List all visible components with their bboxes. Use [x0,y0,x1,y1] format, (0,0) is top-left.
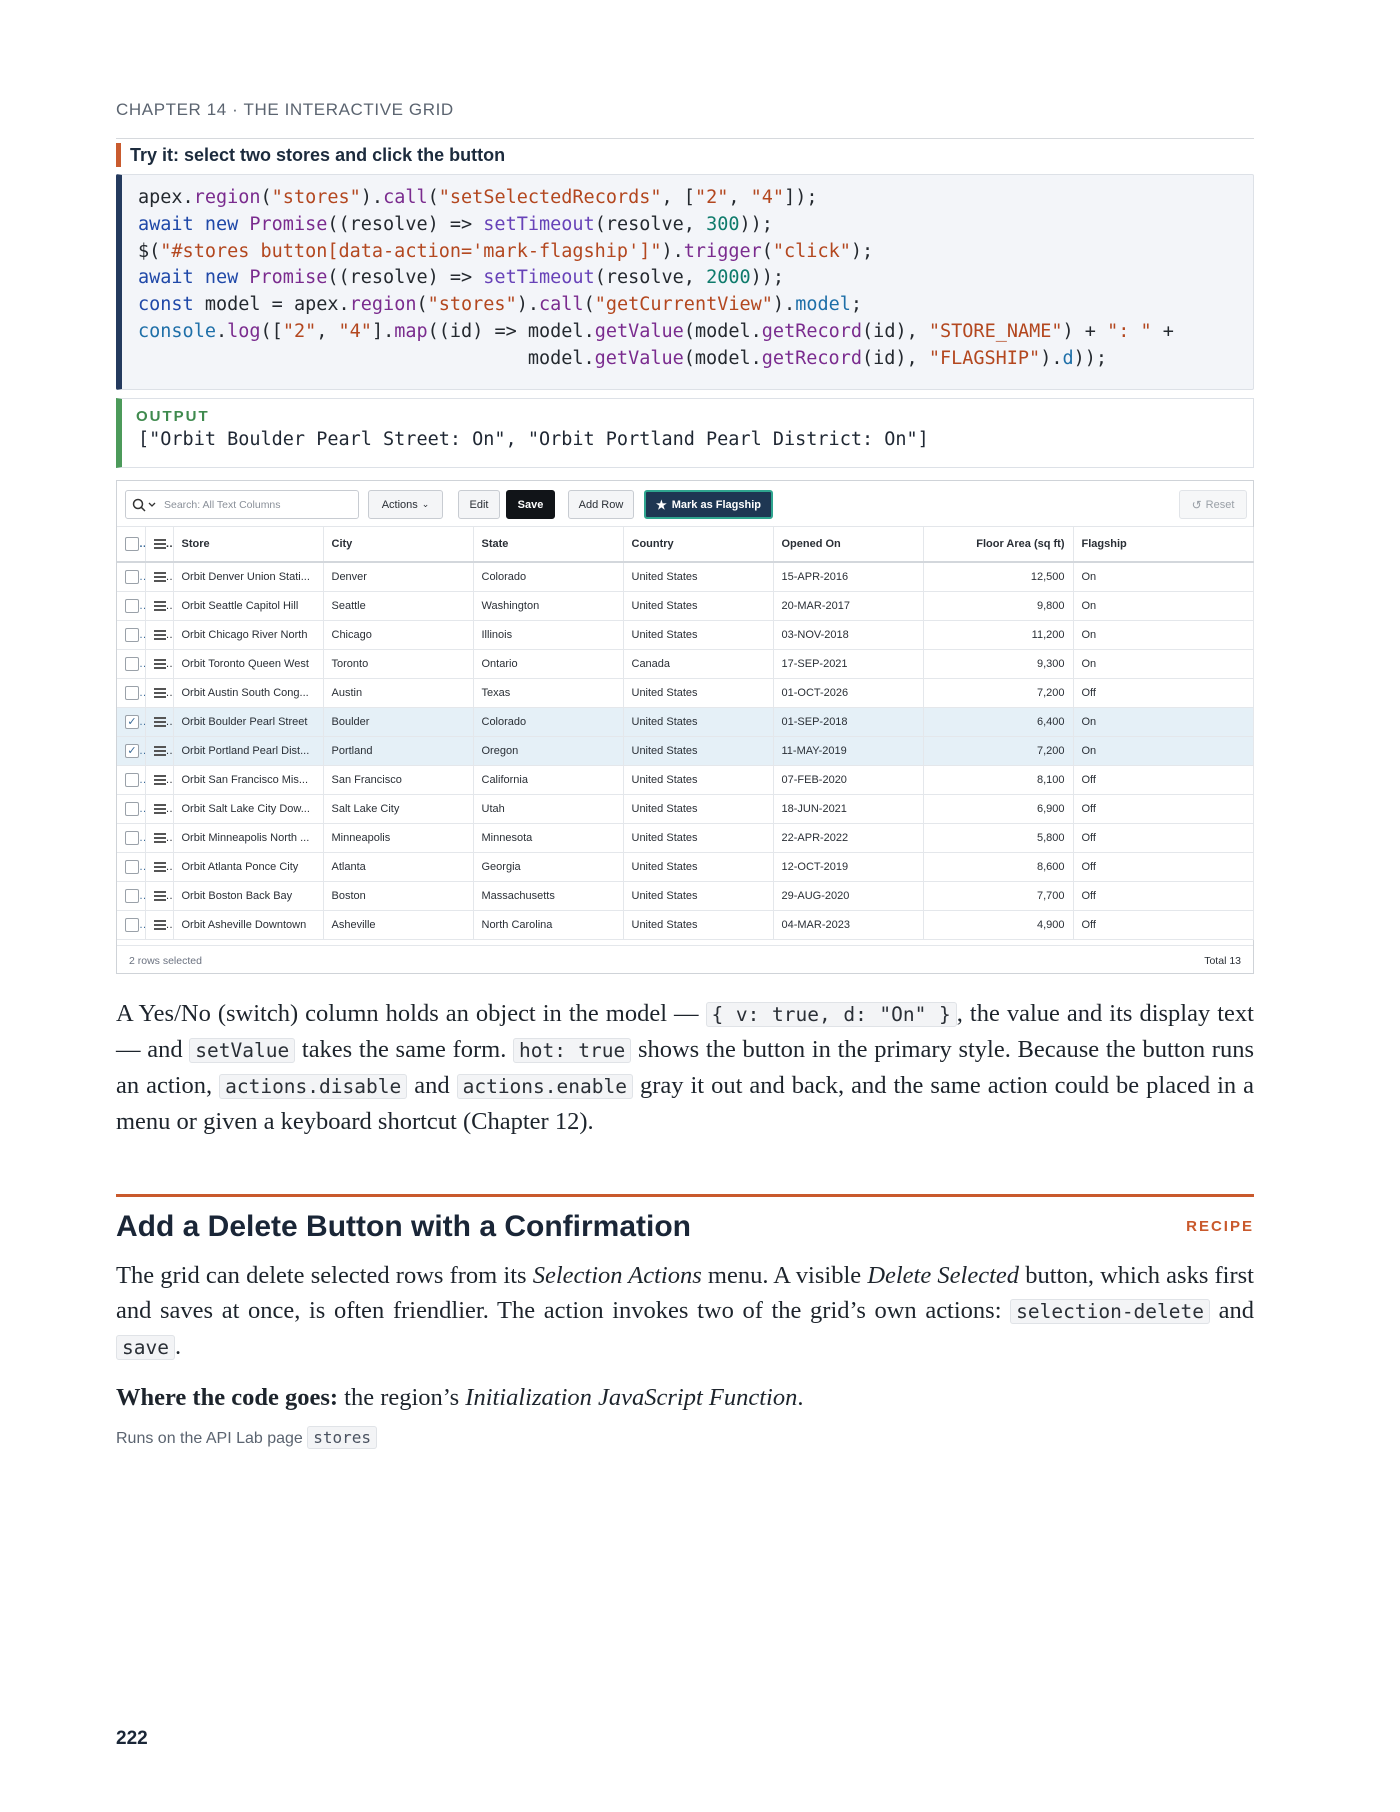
table-row[interactable] [117,707,1253,736]
cell-floor-area[interactable]: 9,300 [923,649,1073,678]
inline-code: selection-delete [1010,1299,1210,1324]
row-select-checkbox[interactable] [117,678,145,707]
table-row[interactable] [117,562,1253,591]
flag-label: Mark as Flagship [671,498,762,511]
cell-country[interactable]: United States [623,852,773,881]
cell-opened-on[interactable]: 29-AUG-2020 [773,881,923,910]
grid-body [117,562,1253,939]
cell-country[interactable]: Canada [623,649,773,678]
cell-opened-on[interactable]: 20-MAR-2017 [773,591,923,620]
cell-floor-area[interactable]: 12,500 [923,562,1073,591]
cell-flagship[interactable]: Off [1073,794,1253,823]
inline-code: actions.enable [457,1074,633,1099]
column-header-flagship[interactable]: Flagship [1073,527,1253,562]
paragraph-code-location: Where the code goes: the region’s Initialization JavaScript Function. [116,1384,804,1411]
cell-city[interactable]: Portland [323,736,473,765]
cell-state[interactable]: Georgia [473,852,623,881]
cell-city[interactable]: Minneapolis [323,823,473,852]
save-button[interactable]: Save [506,490,555,519]
cell-store[interactable]: Orbit Denver Union Stati... [173,562,323,591]
cell-floor-area[interactable]: 8,600 [923,852,1073,881]
row-select-checkbox[interactable] [117,823,145,852]
row-select-checkbox[interactable] [117,794,145,823]
actions-menu-button[interactable] [368,490,443,519]
column-header-state[interactable]: State [473,527,623,562]
table-row[interactable] [117,794,1253,823]
cell-city[interactable]: Chicago [323,620,473,649]
row-menu-icon[interactable] [145,591,173,620]
cell-opened-on[interactable]: 01-OCT-2026 [773,678,923,707]
cell-city[interactable]: Salt Lake City [323,794,473,823]
row-select-checkbox[interactable] [117,910,145,939]
cell-store[interactable]: Orbit Chicago River North [173,620,323,649]
column-header-store[interactable]: Store [173,527,323,562]
cell-country[interactable]: United States [623,823,773,852]
row-menu-icon[interactable] [145,562,173,591]
row-menu-icon[interactable] [145,649,173,678]
cell-flagship[interactable]: Off [1073,881,1253,910]
cell-store[interactable]: Orbit Boston Back Bay [173,881,323,910]
cell-opened-on[interactable]: 22-APR-2022 [773,823,923,852]
edit-button[interactable]: Edit [458,490,500,519]
cell-store[interactable]: Orbit Minneapolis North ... [173,823,323,852]
cell-flagship[interactable]: Off [1073,852,1253,881]
cell-opened-on[interactable]: 17-SEP-2021 [773,649,923,678]
cell-state[interactable]: Ontario [473,649,623,678]
cell-store[interactable]: Orbit Toronto Queen West [173,649,323,678]
row-select-checkbox[interactable]: ✓ [117,707,145,736]
inline-code: hot: true [513,1038,631,1063]
cell-store[interactable]: Orbit Atlanta Ponce City [173,852,323,881]
header-row-menu-icon [145,527,173,562]
output-label: OUTPUT [136,408,210,425]
section-divider [116,1194,1254,1197]
cell-flagship[interactable]: On [1073,591,1253,620]
cell-flagship[interactable]: On [1073,707,1253,736]
table-row[interactable] [117,765,1253,794]
runs-on-note: Runs on the API Lab page stores [116,1428,377,1448]
column-header-opened-on[interactable]: Opened On [773,527,923,562]
cell-city[interactable]: Austin [323,678,473,707]
cell-floor-area[interactable]: 6,900 [923,794,1073,823]
cell-country[interactable]: United States [623,562,773,591]
search-input[interactable] [125,490,359,519]
row-menu-icon[interactable] [145,794,173,823]
star-icon: ★ [655,497,667,512]
cell-state[interactable]: Illinois [473,620,623,649]
add-row-button[interactable]: Add Row [568,490,634,519]
row-select-checkbox[interactable] [117,881,145,910]
cell-store[interactable]: Orbit Portland Pearl Dist... [173,736,323,765]
code-text: apex.region("stores").call("setSelectedRecords", ["2", "4"]); await new Promise((resolve) => setTimeout(resolve, 300)); $("#stores button[data-action='mark-flagship']").trigger("click"); await new Promise((resolve) => setTimeout(resolve, 2000)); const model = apex.region("stores").call("getCurrentView").model; console.log(["2", "4"].map((id) => model.getValue(model.getRecord(id), "STORE_NAME") + ": " + model.getValue(model.getRecord(id), "FLAGSHIP").d)); [138,187,1174,369]
cell-opened-on[interactable]: 04-MAR-2023 [773,910,923,939]
table-row[interactable] [117,649,1253,678]
cell-state[interactable]: Colorado [473,707,623,736]
cell-store[interactable]: Orbit Salt Lake City Dow... [173,794,323,823]
cell-state[interactable]: Minnesota [473,823,623,852]
total-count: Total 13 [1204,955,1241,967]
cell-city[interactable]: Toronto [323,649,473,678]
row-menu-icon[interactable] [145,852,173,881]
row-select-checkbox[interactable] [117,620,145,649]
cell-state[interactable]: Washington [473,591,623,620]
cell-state[interactable]: Texas [473,678,623,707]
try-it-heading [116,138,1254,166]
cell-country[interactable]: United States [623,794,773,823]
cell-flagship[interactable]: Off [1073,823,1253,852]
grid-table [117,527,1254,940]
column-header-country[interactable]: Country [623,527,773,562]
cell-floor-area[interactable]: 4,900 [923,910,1073,939]
row-menu-icon[interactable] [145,823,173,852]
cell-country[interactable]: United States [623,910,773,939]
cell-opened-on[interactable]: 03-NOV-2018 [773,620,923,649]
search-icon[interactable] [132,498,158,512]
page-code: stores [307,1426,377,1449]
cell-store[interactable]: Orbit Seattle Capitol Hill [173,591,323,620]
row-select-checkbox[interactable] [117,852,145,881]
cell-country[interactable]: United States [623,591,773,620]
row-select-checkbox[interactable] [117,649,145,678]
page-number: 222 [116,1728,148,1749]
output-block [116,398,1254,468]
cell-state[interactable]: Massachusetts [473,881,623,910]
table-row[interactable] [117,736,1253,765]
inline-code: save [116,1335,175,1360]
table-row[interactable] [117,910,1253,939]
cell-floor-area[interactable]: 9,800 [923,591,1073,620]
cell-opened-on[interactable]: 15-APR-2016 [773,562,923,591]
row-select-checkbox[interactable] [117,562,145,591]
try-it-label: Try it: select two stores and click the button [130,145,506,165]
table-row[interactable] [117,881,1253,910]
cell-floor-area[interactable]: 7,700 [923,881,1073,910]
inline-code: setValue [189,1038,295,1063]
cell-opened-on[interactable]: 12-OCT-2019 [773,852,923,881]
inline-code: actions.disable [219,1074,407,1099]
search-placeholder: Search: All Text Columns [164,498,281,511]
cell-city[interactable]: San Francisco [323,765,473,794]
cell-store[interactable]: Orbit Boulder Pearl Street [173,707,323,736]
reset-button[interactable] [1179,490,1247,519]
cell-country[interactable]: United States [623,678,773,707]
cell-city[interactable]: Asheville [323,910,473,939]
cell-flagship[interactable]: Off [1073,678,1253,707]
cell-country[interactable]: United States [623,707,773,736]
row-menu-icon[interactable] [145,620,173,649]
output-value: ["Orbit Boulder Pearl Street: On", "Orbit Portland Pearl District: On"] [138,429,929,450]
table-row[interactable] [117,823,1253,852]
cell-flagship[interactable]: On [1073,736,1253,765]
mark-as-flagship-button[interactable] [644,490,773,519]
cell-store[interactable]: Orbit San Francisco Mis... [173,765,323,794]
reset-icon: ↺ [1191,497,1202,512]
cell-opened-on[interactable]: 01-SEP-2018 [773,707,923,736]
cell-store[interactable]: Orbit Austin South Cong... [173,678,323,707]
cell-state[interactable]: Utah [473,794,623,823]
cell-opened-on[interactable]: 11-MAY-2019 [773,736,923,765]
row-select-checkbox[interactable] [117,591,145,620]
table-row[interactable] [117,591,1253,620]
cell-flagship[interactable]: On [1073,562,1253,591]
cell-flagship[interactable]: On [1073,649,1253,678]
recipe-tag: RECIPE [1186,1218,1254,1235]
chevron-down-icon: ⌄ [421,499,430,509]
try-it-accent-bar [116,143,121,167]
cell-flagship[interactable]: Off [1073,910,1253,939]
row-select-checkbox[interactable] [117,765,145,794]
row-select-checkbox[interactable]: ✓ [117,736,145,765]
cell-flagship[interactable]: On [1073,620,1253,649]
inline-code: { v: true, d: "On" } [706,1002,957,1027]
cell-country[interactable]: United States [623,736,773,765]
row-menu-icon[interactable] [145,765,173,794]
recipe-title: Add a Delete Button with a Confirmation [116,1210,691,1243]
interactive-grid [116,480,1254,974]
cell-floor-area[interactable]: 7,200 [923,736,1073,765]
column-header-city[interactable]: City [323,527,473,562]
cell-floor-area[interactable]: 6,400 [923,707,1073,736]
cell-floor-area[interactable]: 8,100 [923,765,1073,794]
grid-footer [117,945,1253,973]
paragraph-switch-column: A Yes/No (switch) column holds an object in the model — { v: true, d: "On" } , the value and its display text — and setValue takes the same form. hot: true shows the button in the primary style. Because the button runs an action, actions.disable and actions.enable gray it out and back, and the same action could be placed in a menu or given a keyboard shortcut (Chapter 12). [116,1000,1254,1135]
table-row[interactable] [117,620,1253,649]
row-menu-icon[interactable] [145,736,173,765]
row-menu-icon[interactable] [145,910,173,939]
cell-floor-area[interactable]: 5,800 [923,823,1073,852]
code-block [116,174,1254,390]
grid-header-row [117,527,1253,562]
cell-city[interactable]: Boulder [323,707,473,736]
paragraph-delete-intro: The grid can delete selected rows from its Selection Actions menu. A visible Delete Selected button, which asks first and saves at once, is often friendlier. The action invokes two of the grid’s own actions: selection-delete and save . [116,1262,1255,1360]
cell-city[interactable]: Denver [323,562,473,591]
column-header-floor-area[interactable]: Floor Area (sq ft) [923,527,1073,562]
cell-opened-on[interactable]: 07-FEB-2020 [773,765,923,794]
row-menu-icon[interactable] [145,678,173,707]
cell-country[interactable]: United States [623,881,773,910]
table-row[interactable] [117,852,1253,881]
rows-selected-status: 2 rows selected [129,955,202,967]
cell-country[interactable]: United States [623,765,773,794]
cell-floor-area[interactable]: 7,200 [923,678,1073,707]
cell-store[interactable]: Orbit Asheville Downtown [173,910,323,939]
cell-country[interactable]: United States [623,620,773,649]
cell-state[interactable]: Colorado [473,562,623,591]
cell-state[interactable]: California [473,765,623,794]
cell-city[interactable]: Boston [323,881,473,910]
cell-floor-area[interactable]: 11,200 [923,620,1073,649]
chapter-header: CHAPTER 14 · THE INTERACTIVE GRID [116,100,454,119]
cell-city[interactable]: Atlanta [323,852,473,881]
actions-label: Actions [381,498,418,511]
cell-opened-on[interactable]: 18-JUN-2021 [773,794,923,823]
cell-city[interactable]: Seattle [323,591,473,620]
cell-state[interactable]: Oregon [473,736,623,765]
cell-state[interactable]: North Carolina [473,910,623,939]
cell-flagship[interactable]: Off [1073,765,1253,794]
grid-toolbar [117,481,1253,527]
row-menu-icon[interactable] [145,881,173,910]
select-all-checkbox[interactable] [117,527,145,562]
table-row[interactable] [117,678,1253,707]
reset-label: Reset [1205,498,1235,511]
row-menu-icon[interactable] [145,707,173,736]
